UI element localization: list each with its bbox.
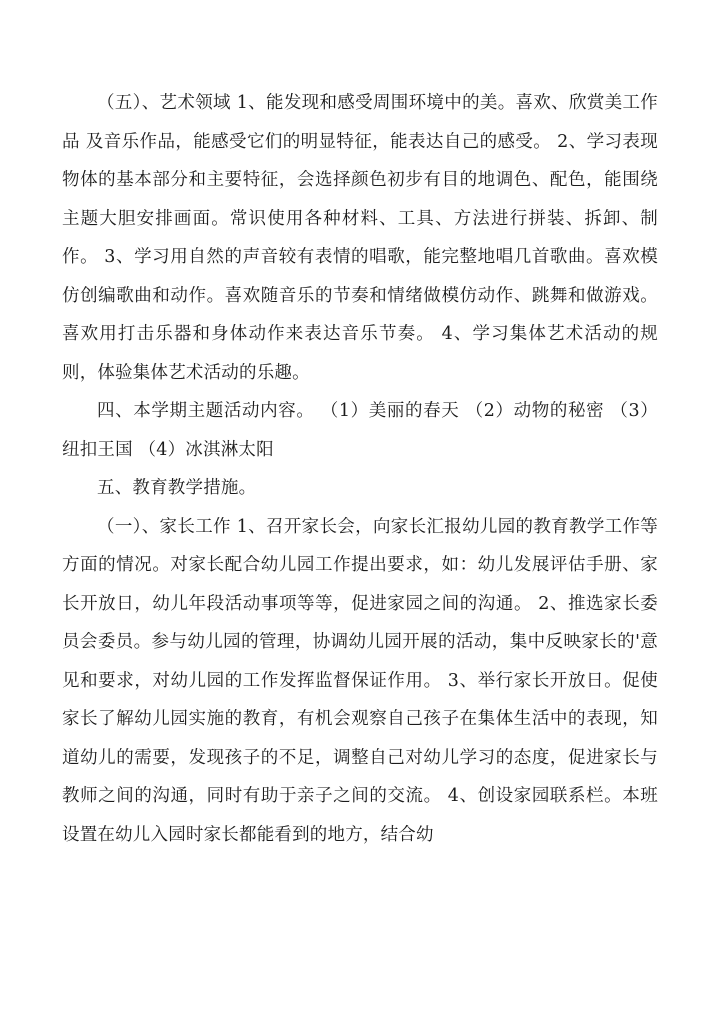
paragraph: （五）、艺术领域 1、能发现和感受周围环境中的美。喜欢、欣赏美工作品 及音乐作品，能感受它们的明显特征，能表达自己的感受。 2、学习表现物体的基本部分和主要特征，会选择颜色初步有目的地调色、配色，能围绕主题大胆安排画面。常识使用各种材料、工具、方法进行拼装、拆卸、制作。 3、学习用自然的声音较有表情的唱歌，能完整地唱几首歌曲。喜欢模仿创编歌曲和动作。喜欢随音乐的节奏和情绪做模仿动作、跳舞和做游戏。喜欢用打击乐器和身体动作来表达音乐节奏。 4、学习集体艺术活动的规则，体验集体艺术活动的乐趣。	[62, 93, 658, 383]
paragraph: （一）、家长工作 1、召开家长会，向家长汇报幼儿园的教育教学工作等方面的情况。对家长配合幼儿园工作提出要求，如：幼儿发展评估手册、家长开放日，幼儿年段活动事项等等，促进家园之间的沟通。 2、推选家长委员会委员。参与幼儿园的管理，协调幼儿园开展的活动，集中反映家长的'意见和要求，对幼儿园的工作发挥监督保证作用。 3、举行家长开放日。促使家长了解幼儿园实施的教育，有机会观察自己孩子在集体生活中的表现，知道幼儿的需要，发现孩子的不足，调整自己对幼儿学习的态度，促进家长与教师之间的沟通，同时有助于亲子之间的交流。 4、创设家园联系栏。本班设置在幼儿入园时家长都能看到的地方，结合幼	[62, 516, 658, 845]
paragraph: 四、本学期主题活动内容。 （1）美丽的春天 （2）动物的秘密 （3）纽扣王国 （4）冰淇淋太阳	[62, 401, 658, 460]
document-body	[62, 84, 658, 854]
paragraph: 五、教育教学措施。	[97, 478, 257, 498]
